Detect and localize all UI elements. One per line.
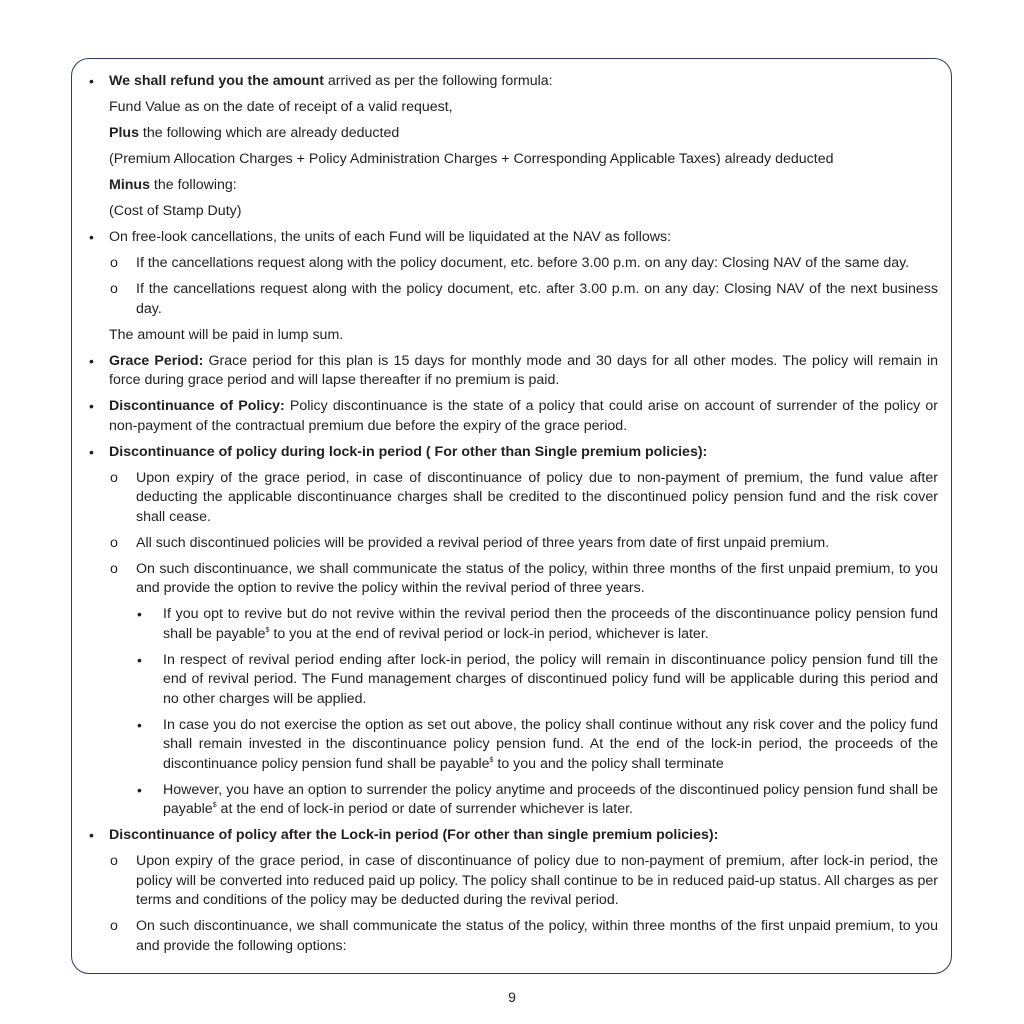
after-lockin-heading: • Discontinuance of policy after the Lock-in period (For other than single premium policies): <box>86 826 938 846</box>
lockin-item-2: o All such discontinued policies will be provided a revival period of three years from date of first unpaid premium. <box>86 534 938 554</box>
fund-value-line: Fund Value as on the date of receipt of a valid request, <box>109 99 453 115</box>
page-number: 9 <box>508 989 516 1005</box>
grace-period-bullet: • Grace Period: Grace period for this plan is 15 days for monthly mode and 30 days for all other modes. The policy will remain in force during grace period and will lapse thereafter if no premium is paid. <box>86 352 938 391</box>
plus-line: Plus the following which are already deducted <box>109 125 400 141</box>
after-lockin-item-2: o On such discontinuance, we shall communicate the status of the policy, within three months of the first unpaid premium, to you and provide the following options: <box>86 917 938 956</box>
revival-sub-2: • In respect of revival period ending after lock-in period, the policy will remain in discontinuance policy pension fund till the end of revival period. The Fund management charges of discontinued policy fund will be applicable during this period and no other charges will be applied. <box>86 651 938 710</box>
refund-bullet: • We shall refund you the amount arrived as per the following formula: <box>86 72 938 92</box>
document-body <box>86 72 938 963</box>
free-look-bullet: • On free-look cancellations, the units of each Fund will be liquidated at the NAV as follows: <box>86 228 938 248</box>
stamp-duty-line: (Cost of Stamp Duty) <box>109 203 242 219</box>
before-3pm-item: o If the cancellations request along with the policy document, etc. before 3.00 p.m. on any day: Closing NAV of the same day. <box>86 254 938 274</box>
after-lockin-item-1: o Upon expiry of the grace period, in case of discontinuance of policy due to non-payment of premium, after lock-in period, the policy will be converted into reduced paid up policy. The policy shall continue to be in reduced paid-up status. All charges as per terms and conditions of the policy may be deducted during the revival period. <box>86 852 938 911</box>
minus-line: Minus the following: <box>109 177 237 193</box>
lockin-item-3: o On such discontinuance, we shall communicate the status of the policy, within three months of the first unpaid premium, to you and provide the option to revive the policy within the revival period of three years. <box>86 560 938 599</box>
lockin-item-1: o Upon expiry of the grace period, in case of discontinuance of policy due to non-payment of premium, the fund value after deducting the applicable discontinuance charges shall be credited to the discontinued policy pension fund and the risk cover shall cease. <box>86 469 938 528</box>
lump-sum-line: The amount will be paid in lump sum. <box>109 326 344 343</box>
lockin-heading: • Discontinuance of policy during lock-in period ( For other than Single premium policies): <box>86 443 938 463</box>
after-3pm-item: o If the cancellations request along with the policy document, etc. after 3.00 p.m. on any day: Closing NAV of the next business day. <box>86 280 938 319</box>
revival-sub-4: • However, you have an option to surrender the policy anytime and proceeds of the discontinued policy pension fund shall be payable$ at the end of lock-in period or date of surrender whichever is later. <box>86 781 938 820</box>
charges-line: (Premium Allocation Charges + Policy Administration Charges + Corresponding Applicable Taxes) already deducted <box>109 151 834 167</box>
discontinuance-bullet: • Discontinuance of Policy: Policy discontinuance is the state of a policy that could arise on account of surrender of the policy or non-payment of the contractual premium due before the expiry of the grace period. <box>86 397 938 436</box>
revival-sub-3: • In case you do not exercise the option as set out above, the policy shall continue without any risk cover and the policy fund shall remain invested in the discontinuance policy pension fund. At the end of the lock-in period, the proceeds of the discontinuance policy pension fund shall be payable$ to you and the policy shall terminate <box>86 716 938 775</box>
revival-sub-1: • If you opt to revive but do not revive within the revival period then the proceeds of the discontinuance policy pension fund shall be payable$ to you at the end of revival period or lock-in period, whichever is later. <box>86 605 938 644</box>
